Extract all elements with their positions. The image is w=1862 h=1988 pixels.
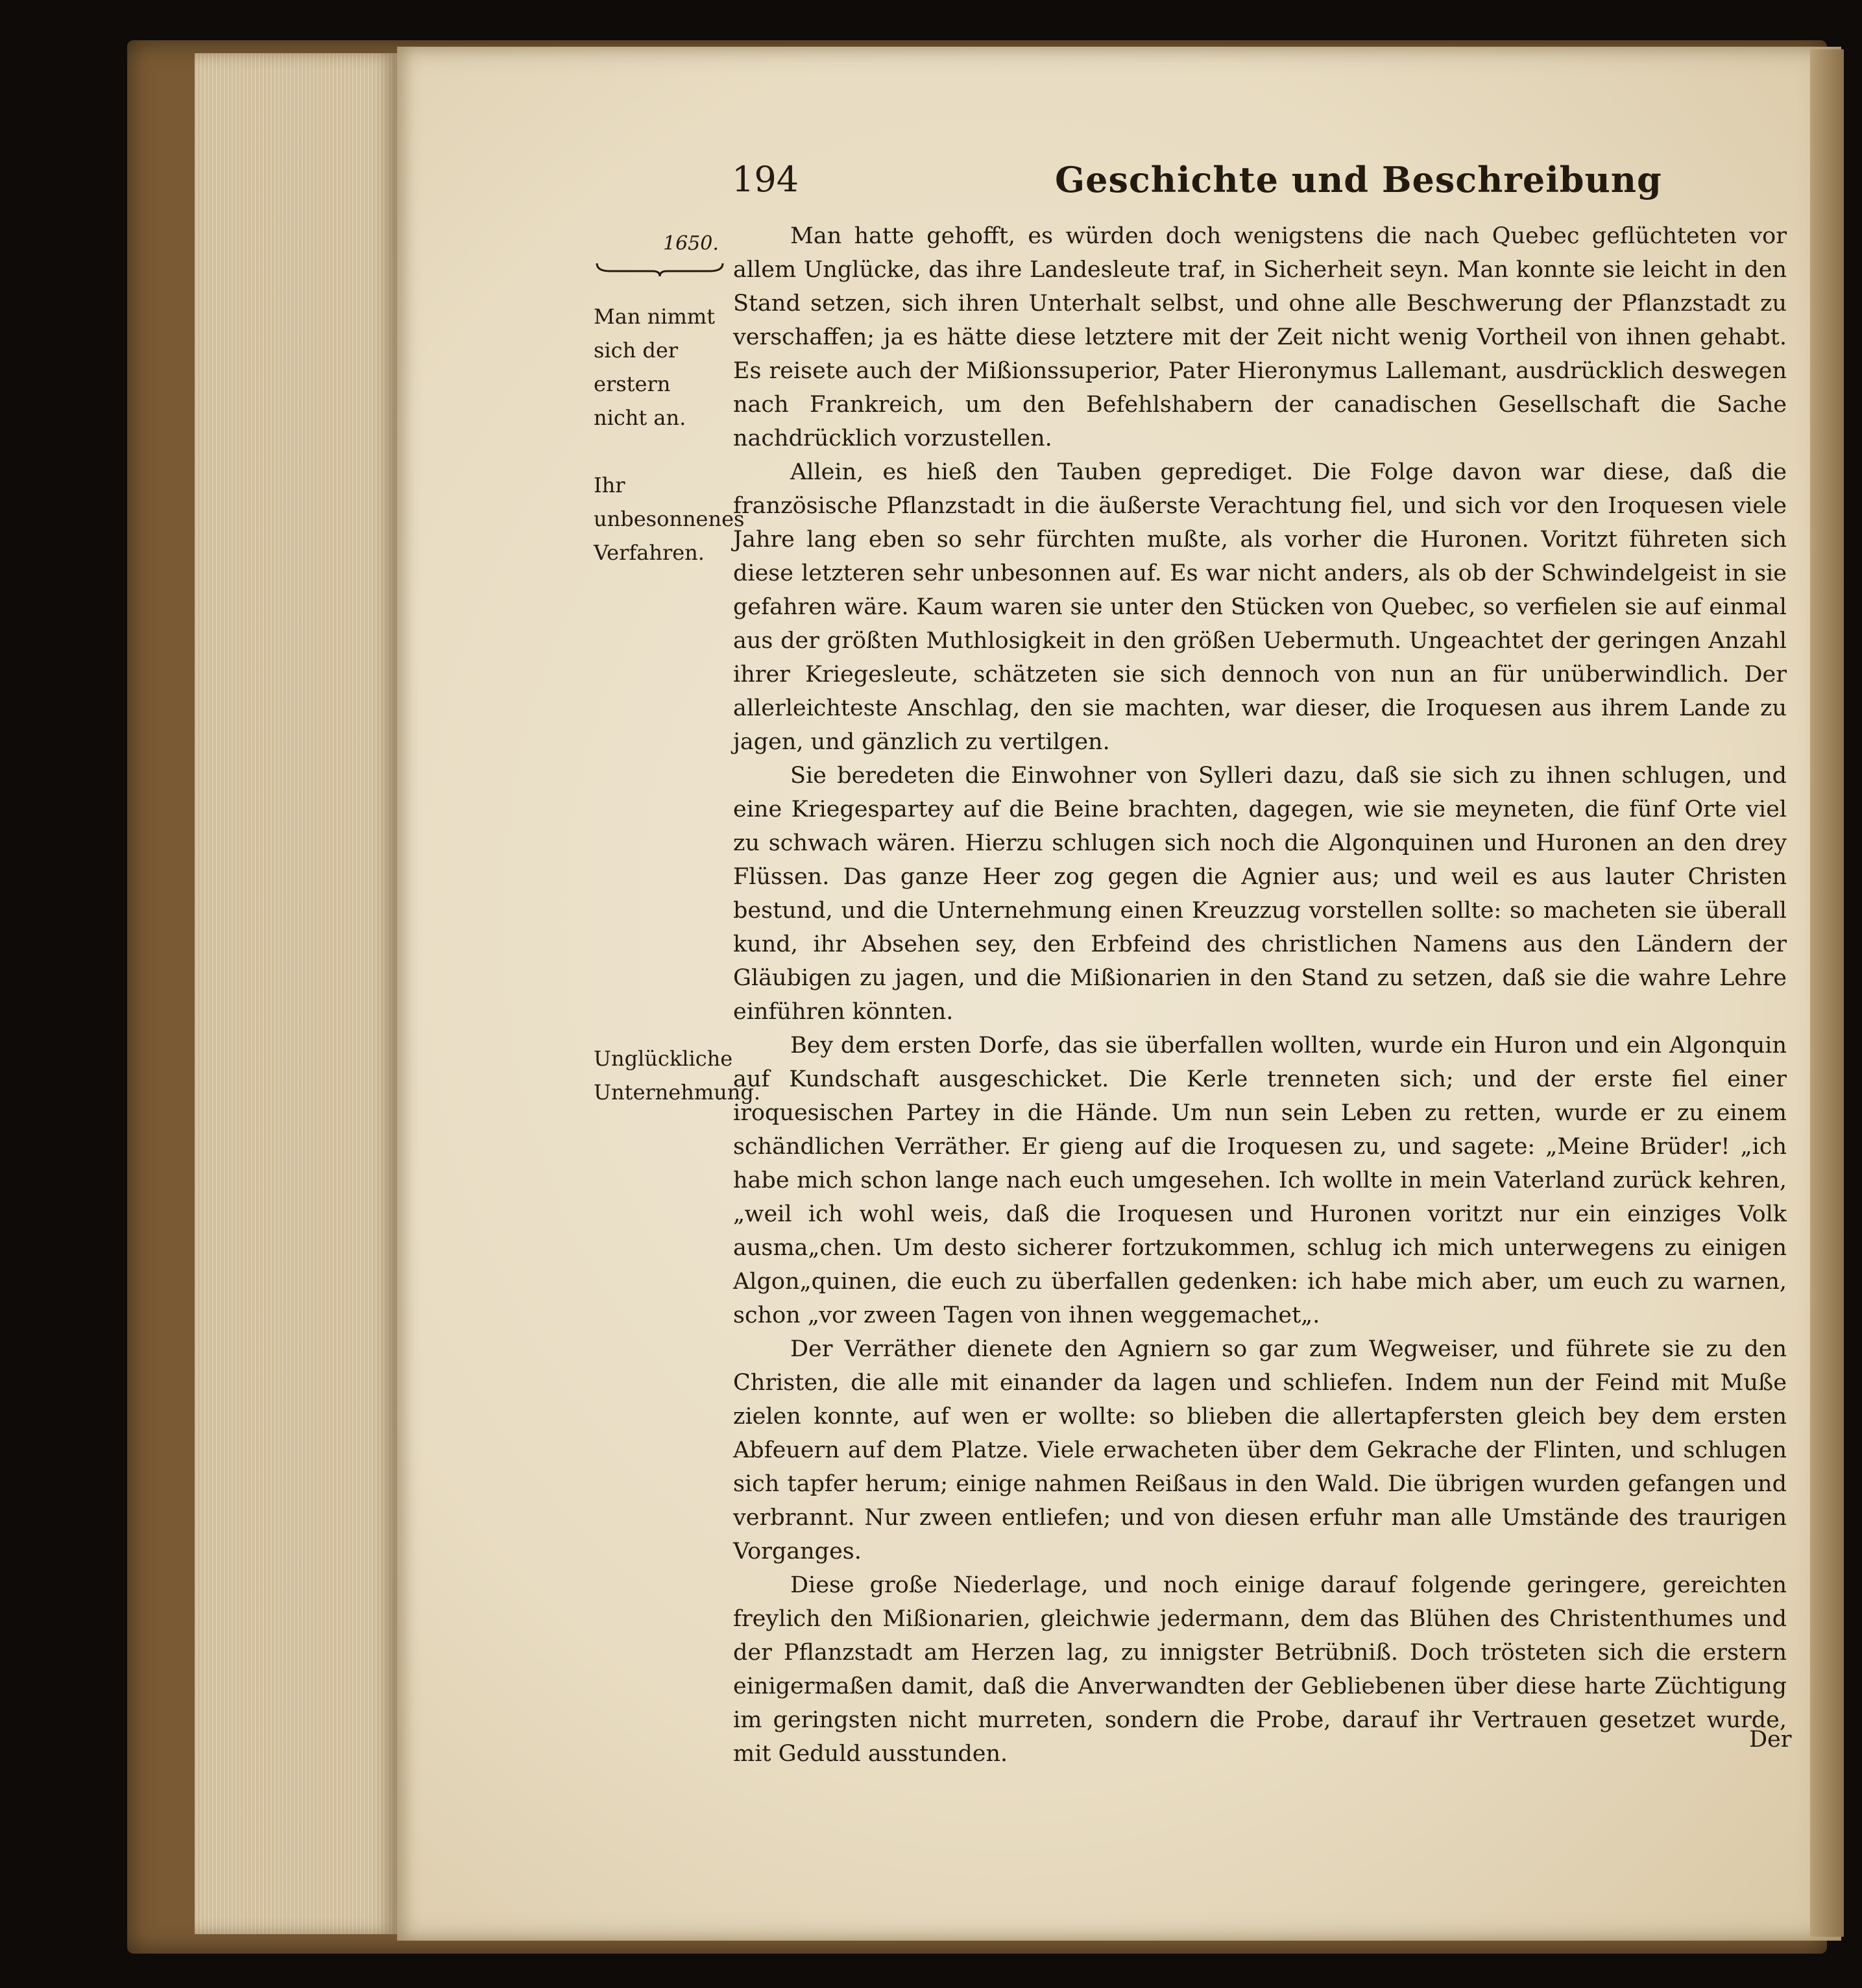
paragraph: Sie beredeten die Einwohner von Sylleri dazu, daß sie sich zu ihnen schlugen, und eine Kriegespartey auf die Beine brachten, dagegen, wie sie meyneten, die fünf Orte viel zu schwach wären. Hierzu schlugen sich noch die Algonquinen und Huronen an den drey Flüssen. Das ganze Heer zog gegen die Agnier aus; und weil es aus lauter Christen bestund, und die Unternehmung einen Kreuzzug vorstellen sollte: so macheten sie überall kund, ihr Absehen sey, den Erbfeind des christlichen Namens aus den Ländern der Gläubigen zu jagen, und die Mißionarien in den Stand zu setzen, daß sie die wahre Lehre einführen könnten. [733,763,1787,1025]
paragraph: Allein, es hieß den Tauben geprediget. Die Folge davon war diese, daß die französische Pflanzstadt in die äußerste Verachtung fiel, und sich vor den Iroquesen viele Jahre lang eben so sehr fürchten mußte, als vorher die Huronen. Voritzt führeten sich diese letzteren sehr unbesonnen auf. Es war nicht anders, als ob der Schwindelgeist in sie gefahren wäre. Kaum waren sie unter den Stücken von Quebec, so verfielen sie auf einmal aus der größten Muthlosigkeit in den größen Uebermuth. Ungeachtet der geringen Anzahl ihrer Kriegesleute, schätzeten sie sich dennoch von nun an für unüberwindlich. Der allerleichteste Anschlag, den sie machten, war dieser, die Iroquesen aus ihrem Lande zu jagen, und gänzlich zu vertilgen. [733,459,1787,755]
running-head [0,159,1862,204]
paragraph: Bey dem ersten Dorfe, das sie überfallen wollten, wurde ein Huron und ein Algonquin auf Kundschaft ausgeschicket. Die Kerle trenneten sich; und der erste fiel einer iroquesischen Partey in die Hände. Um nun sein Leben zu retten, wurde er zu einem schändlichen Verräther. Er gieng auf die Iroquesen zu, und sagete: „Meine Brüder! „ich habe mich schon lange nach euch umgesehen. Ich wollte in mein Vaterland zurück kehren, „weil ich wohl weis, daß die Iroquesen und Huronen voritzt nur ein einziges Volk ausma„chen. Um desto sicherer fortzukommen, schlug ich mich unterwegens zu einigen Algon„quinen, die euch zu überfallen gedenken: ich habe mich aber, um euch zu warnen, schon „vor zween Tagen von ihnen weggemachet„. [733,1033,1787,1328]
margin-note-3: Unglückliche Unternehmung. [594,1046,761,1105]
brace-ornament-icon [596,261,724,278]
catchword: Der [1749,1727,1792,1753]
margin-note-2: Ihr unbesonnenes Verfahren. [594,473,745,565]
body-text [733,219,1787,1771]
page-edges [195,53,397,1934]
paragraph: Diese große Niederlage, und noch einige darauf folgende geringere, gereichten freylich den Mißionarien, gleichwie jedermann, dem das Blühen des Christenthumes und der Pflanzstadt am Herzen lag, zu innigster Betrübniß. Doch trösteten sich die erstern einigermaßen damit, daß die Anverwandten der Gebliebenen über diese harte Züchtigung im geringsten nicht murreten, sondern die Probe, darauf ihr Vertrauen gesetzet wurde, mit Geduld ausstunden. [733,1572,1787,1767]
page-gutter [1810,49,1844,1937]
running-title: Geschichte und Beschreibung [1055,159,1662,200]
margin-note-1: Man nimmt sich der erstern nicht an. [594,304,716,430]
page-number: 194 [732,159,799,200]
paragraph: Der Verräther dienete den Agniern so gar zum Wegweiser, und führete sie zu den Christen, die alle mit einander da lagen und schliefen. Indem nun der Feind mit Muße zielen konnte, auf wen er wollte: so blieben die allertapfersten gleich bey dem ersten Abfeuern auf dem Platze. Viele erwacheten über dem Gekrache der Flinten, und schlugen sich tapfer herum; einige nahmen Reißaus in den Wald. Die übrigen wurden gefangen und verbrannt. Nur zween entliefen; und von diesen erfuhr man alle Umstände des traurigen Vorganges. [733,1336,1787,1564]
margin-year: 1650. [663,232,719,255]
paragraph: Man hatte gehofft, es würden doch wenigstens die nach Quebec geflüchteten vor allem Unglücke, das ihre Landesleute traf, in Sicherheit seyn. Man konnte sie leicht in den Stand setzen, sich ihren Unterhalt selbst, und ohne alle Beschwerung der Pflanzstadt zu verschaffen; ja es hätte diese letztere mit der Zeit nicht wenig Vortheil von ihnen gehabt. Es reisete auch der Mißionssuperior, Pater Hieronymus Lallemant, ausdrücklich deswegen nach Frankreich, um den Befehlshabern der canadischen Gesellschaft die Sache nachdrücklich vorzustellen. [733,223,1787,451]
